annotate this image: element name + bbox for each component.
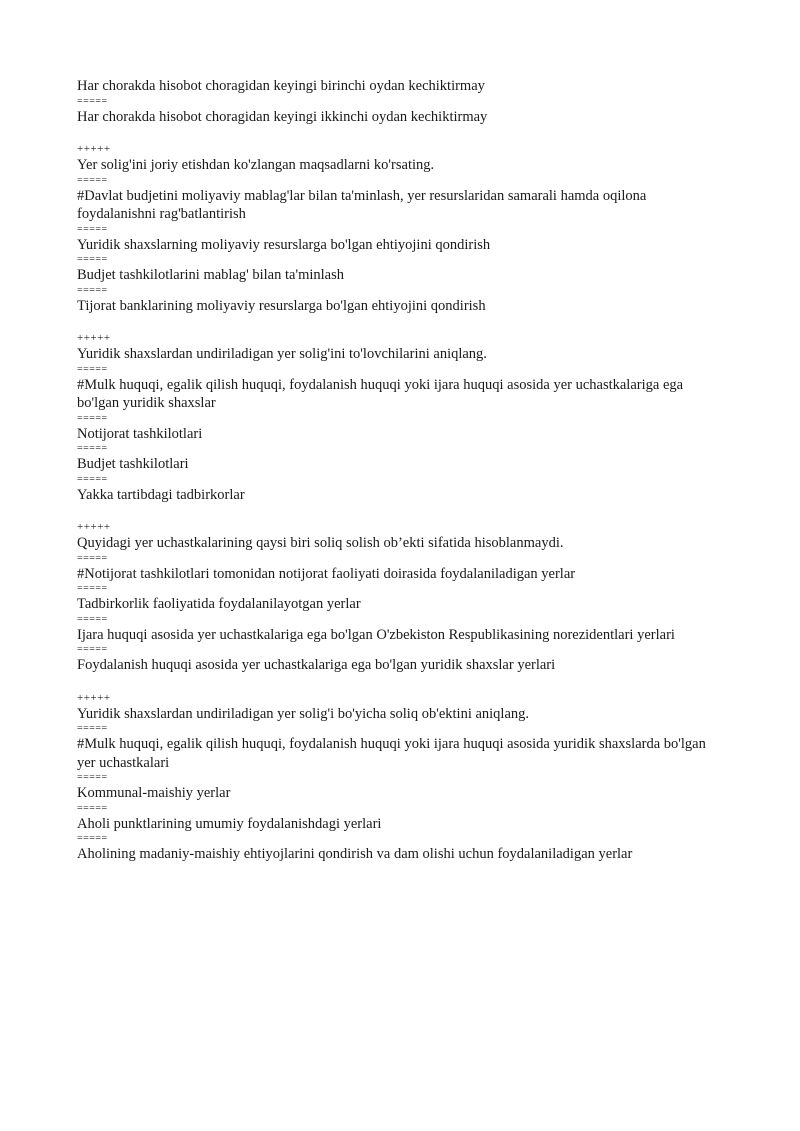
question-text: Yer solig'ini joriy etishdan ko'zlangan maqsadlarni ko'rsating. <box>77 157 435 173</box>
separator: ===== <box>77 95 108 107</box>
separator: ===== <box>77 223 108 235</box>
answer-option: Yuridik shaxslarning moliyaviy resurslarga bo'lgan ehtiyojini qondirish <box>77 236 491 253</box>
answer-option-correct: #Mulk huquqi, egalik qilish huquqi, foydalanish huquqi yoki ijara huquqi asosida yer uchastkalariga ega bo'lgan yuridik shaxslar <box>77 376 684 411</box>
question-text: Quyidagi yer uchastkalarining qaysi biri soliq solish ob’ekti sifatida hisoblanmaydi. <box>77 535 564 551</box>
separator: ===== <box>77 723 108 734</box>
answer-option: Aholi punktlarining umumiy foydalanishdagi yerlari <box>77 815 382 832</box>
separator: ===== <box>77 552 108 564</box>
answer-option: Ijara huquqi asosida yer uchastkalariga ega bo'lgan O'zbekiston Respublikasining norezidentlari yerlari <box>77 626 675 643</box>
answer-option: Har chorakda hisobot choragidan keyingi ikkinchi oydan kechiktirmay <box>77 108 488 125</box>
question-block <box>77 332 727 504</box>
answer-option: Aholining madaniy-maishiy ehtiyojlarini qondirish va dam olishi uchun foydalaniladigan yerlar <box>77 846 633 862</box>
separator: ===== <box>77 284 108 296</box>
answer-option: Yakka tartibdagi tadbirkorlar <box>77 486 245 503</box>
answer-option: Tadbirkorlik faoliyatida foydalanilayotgan yerlar <box>77 596 361 612</box>
question-text: Yuridik shaxslardan undiriladigan yer solig'ini to'lovchilarini aniqlang. <box>77 346 487 362</box>
separator: ===== <box>77 833 108 844</box>
answer-option: Foydalanish huquqi asosida yer uchastkalariga ega bo'lgan yuridik shaxslar yerlari <box>77 657 556 673</box>
question-block <box>77 692 727 864</box>
separator: ===== <box>77 443 108 454</box>
separator: ===== <box>77 772 108 783</box>
answer-option-correct: #Davlat budjetini moliyaviy mablag'lar bilan ta'minlash, yer resurslaridan samarali hamda oqilona foydalanishni rag'batlantirish <box>77 187 647 222</box>
question-text: Yuridik shaxslardan undiriladigan yer solig'i bo'yicha soliq ob'ektini aniqlang. <box>77 705 530 722</box>
separator: ===== <box>77 613 108 625</box>
separator: ===== <box>77 363 108 375</box>
separator: ===== <box>77 644 108 655</box>
answer-option: Tijorat banklarining moliyaviy resurslarga bo'lgan ehtiyojini qondirish <box>77 297 486 314</box>
separator: ===== <box>77 254 108 265</box>
question-separator: +++++ <box>77 521 111 533</box>
separator: ===== <box>77 473 108 485</box>
separator: ===== <box>77 174 108 186</box>
answer-option: Kommunal-maishiy yerlar <box>77 785 231 801</box>
document-page <box>77 77 727 864</box>
separator: ===== <box>77 583 108 594</box>
answer-option-correct: #Notijorat tashkilotlari tomonidan notijorat faoliyati doirasida foydalaniladigan yerlar <box>77 565 576 582</box>
question-separator: +++++ <box>77 143 111 155</box>
question-separator: +++++ <box>77 332 111 344</box>
question-block <box>77 521 727 675</box>
answer-option: Har chorakda hisobot choragidan keyingi birinchi oydan kechiktirmay <box>77 78 485 94</box>
separator: ===== <box>77 802 108 814</box>
question-block <box>77 143 727 315</box>
question-block <box>77 77 727 126</box>
separator: ===== <box>77 412 108 424</box>
answer-option-correct: #Mulk huquqi, egalik qilish huquqi, foydalanish huquqi yoki ijara huquqi asosida yuridik shaxslarda bo'lgan yer uchastkalari <box>77 736 706 771</box>
answer-option: Budjet tashkilotlari <box>77 456 189 472</box>
answer-option: Budjet tashkilotlarini mablag' bilan ta'minlash <box>77 267 344 283</box>
question-separator: +++++ <box>77 691 111 704</box>
answer-option: Notijorat tashkilotlari <box>77 425 203 442</box>
